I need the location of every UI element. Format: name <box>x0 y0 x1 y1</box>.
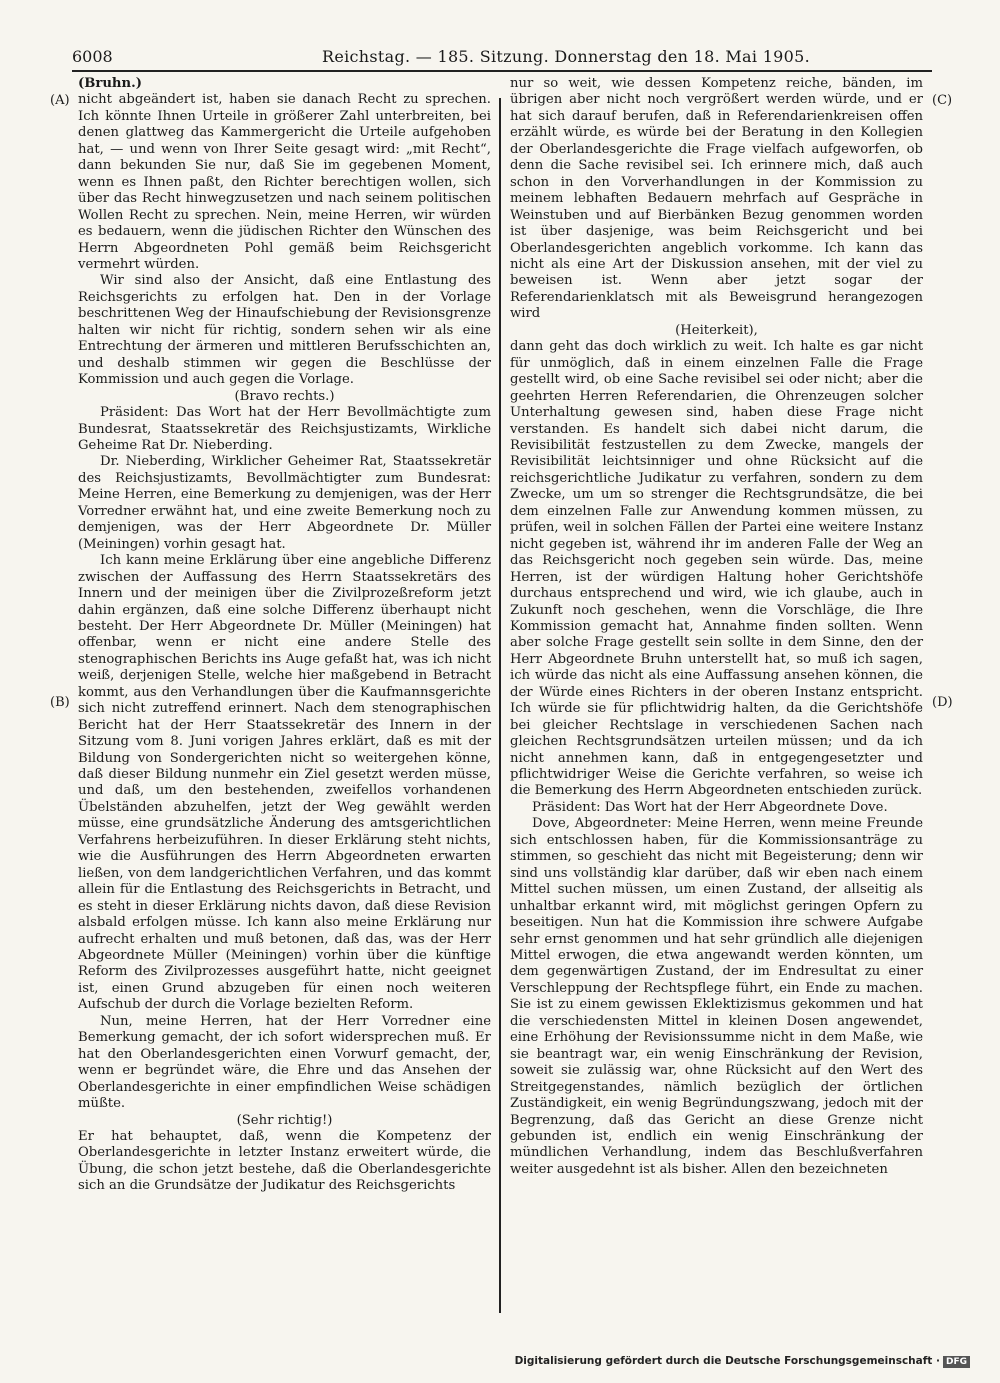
paragraph: Ich kann meine Erklärung über eine angebliche Differenz zwischen der Auffassung des Herrn Staatssekretärs des Innern und der meinigen über die Zivilprozeßreform jetzt dahin ergänzen, daß eine solche Differenz überhaupt nicht besteht. Der Herr Abgeordnete Dr. Müller (Meiningen) hat offenbar, wenn er nicht eine andere Stelle des stenographischen Berichts ins Auge gefaßt hat, was ich nicht weiß, derjenigen Stelle, welche hier maßgebend in Betracht kommt, aus den Verhandlungen über die Kaufmannsgerichte sich nicht zutreffend erinnert. Nach dem stenographischen Bericht hat der Herr Staatssekretär des Innern in der Sitzung vom 8. Juni vorigen Jahres erklärt, daß es mit der Bildung von Sondergerichten nicht so weitergehen könne, daß dieser Bildung nunmehr ein Ziel gesetzt werden müsse, und daß, um den bestehenden, zweifellos vorhandenen Übelständen abzuhelfen, jetzt der Weg gewählt werden müsse, eine grundsätzliche Änderung des amtsgerichtlichen Verfahrens herbeizuführen. In dieser Erklärung steht nichts, wie die Ausführungen des Herrn Abgeordneten erwarten ließen, von dem landgerichtlichen Verfahren, und das kommt allein für die Entlastung des Reichsgerichts in Betracht, und es steht in dieser Erklärung nichts davon, daß diese Revision alsbald erfolgen müsse. Ich kann also meine Erklärung nur aufrecht erhalten und muß betonen, daß das, was der Herr Abgeordnete Müller (Meiningen) vorhin über die künftige Reform des Zivilprozesses ausgeführt hatte, nicht geeignet ist, einen Grund abzugeben für einen noch weiteren Aufschub der durch die Vorlage bezielten Reform. <box>78 553 491 1013</box>
paragraph: Dr. Nieberding, Wirklicher Geheimer Rat, Staatssekretär des Reichsjustizamts, Bevollmächtigter zum Bundesrat: Meine Herren, eine Bemerkung zu demjenigen, was der Herr Vorredner erwähnt hat, und eine zweite Bemerkung noch zu demjenigen, was der Herr Abgeordnete Dr. Müller (Meiningen) vorhin gesagt hat. <box>78 454 491 552</box>
margin-mark-d: (D) <box>932 695 953 710</box>
interjection: (Sehr richtig!) <box>236 1112 333 1128</box>
paragraph: Nun, meine Herren, hat der Herr Vorredner eine Bemerkung gemacht, der ich sofort widersprechen muß. Er hat den Oberlandesgerichten einen Vorwurf gemacht, der, wenn er begründet wäre, die Ehre und das Ansehen der Oberlandesgerichte in einer empfindlichen Weise schädigen müßte. <box>78 1013 491 1112</box>
footer-credit <box>515 1355 970 1368</box>
paragraph: Wir sind also der Ansicht, daß eine Entlastung des Reichsgerichts zu erfolgen hat. Den in der Vorlage beschrittenen Weg der Hinaufschiebung der Revisionsgrenze halten wir nicht für richtig, sondern sehen wir als eine Entrechtung der ärmeren und mittleren Berufsschichten an, und deshalb stimmen wir gegen die Beschlüsse der Kommission und auch gegen die Vorlage. <box>78 273 491 388</box>
right-column <box>510 76 923 1178</box>
interjection: (Heiterkeit), <box>675 322 758 338</box>
footer-text: Digitalisierung gefördert durch die Deutsche Forschungsgemeinschaft · <box>514 1355 940 1367</box>
column-divider <box>499 98 501 1313</box>
margin-mark-b: (B) <box>50 695 70 710</box>
paragraph: Er hat behauptet, daß, wenn die Kompetenz der Oberlandesgerichte in letzter Instanz erweitert würde, die Übung, die schon jetzt bestehe, daß die Oberlandesgerichte sich an die Grundsätze der Judikatur des Reichsgerichts <box>78 1129 491 1194</box>
interjection: (Bravo rechts.) <box>234 388 335 404</box>
margin-mark-a: (A) <box>50 93 70 108</box>
speaker-name: (Bruhn.) <box>78 76 142 91</box>
dfg-logo: DFG <box>943 1356 970 1368</box>
page-header <box>72 46 932 70</box>
header-rule <box>72 70 932 72</box>
paragraph: Präsident: Das Wort hat der Herr Bevollmächtigte zum Bundesrat, Staatssekretär des Reichsjustizamts, Wirkliche Geheime Rat Dr. Nieberding. <box>78 405 491 453</box>
running-title: Reichstag. — 185. Sitzung. Donnerstag den 18. Mai 1905. <box>322 47 811 66</box>
paragraph: nur so weit, wie dessen Kompetenz reiche, bänden, im übrigen aber nicht noch vergrößert werden würde, und er hat sich darauf berufen, daß in Referendarienkreisen offen erzählt würde, es würde bei der Beratung in den Kollegien der Oberlandesgerichte die Frage vielfach aufgeworfen, ob denn die Sache revisibel sei. Ich erinnere mich, daß auch schon in den Vorverhandlungen in der Kommission zu meinem lebhaften Bedauern mehrfach auf Gespräche in Weinstuben und auf Bierbänken Bezug genommen worden ist über dasjenige, was beim Reichsgericht und bei Oberlandesgerichten angeblich vorkomme. Ich kann das nicht als eine Art der Diskussion ansehen, mit der viel zu beweisen ist. Wenn aber jetzt sogar der Referendarienklatsch mit als Beweisgrund herangezogen wird <box>510 76 923 322</box>
margin-mark-c: (C) <box>932 93 953 108</box>
page-number: 6008 <box>72 47 113 66</box>
left-column <box>78 76 491 1195</box>
paragraph: Dove, Abgeordneter: Meine Herren, wenn meine Freunde sich entschlossen haben, für die Kommissionsanträge zu stimmen, so geschieht das nicht mit Begeisterung; denn wir sind uns vollständig klar darüber, daß wir eben nach einem Mittel suchen müssen, um einen Zustand, der allseitig als unhaltbar erkannt wird, mit möglichst geringen Opfern zu beseitigen. Nun hat die Kommission ihre schwere Aufgabe sehr ernst genommen und hat sehr gründlich alle diejenigen Mittel erwogen, die etwa angewandt werden könnten, um dem gegenwärtigen Zustand, der im Endresultat zu einer Verschleppung der Rechtspflege führt, ein Ende zu machen. Sie ist zu einem gewissen Eklektizismus gekommen und hat die verschiedensten Mittel in kleinen Dosen angewendet, eine Erhöhung der Revisionssumme nicht in dem Maße, wie sie beantragt war, ein wenig Einschränkung der Revision, soweit sie zulässig war, ohne Rücksicht auf den Wert des Streitgegenstandes, nämlich bezüglich der örtlichen Zuständigkeit, ein wenig Begründungszwang, jedoch mit der Begrenzung, daß das Gericht an diese Grenze nicht gebunden ist, endlich ein wenig Einschränkung der mündlichen Verhandlung, indem das Beschlußverfahren weiter ausgedehnt ist als bisher. Allen den bezeichneten <box>510 816 923 1177</box>
paragraph: Präsident: Das Wort hat der Herr Abgeordnete Dove. <box>532 799 888 815</box>
paragraph: nicht abgeändert ist, haben sie danach Recht zu sprechen. Ich könnte Ihnen Urteile in größerer Zahl unterbreiten, bei denen glattweg das Kammergericht die Urteile aufgehoben hat, — und wenn von Ihrer Seite gesagt wird: „mit Recht“, dann bekunden Sie nur, daß Sie im gegebenen Moment, wenn es Ihnen paßt, den Richter berechtigen wollen, sich über das Recht hinwegzusetzen und nach seinem politischen Wollen Recht zu sprechen. Nein, meine Herren, wir würden es bedauern, wenn die jüdischen Richter den Wünschen des Herrn Abgeordneten Pohl gemäß beim Reichsgericht vermehrt würden. <box>78 92 491 272</box>
paragraph: dann geht das doch wirklich zu weit. Ich halte es gar nicht für unmöglich, daß in einem einzelnen Falle die Frage gestellt wird, ob eine Sache revisibel sei oder nicht; aber die geehrten Herren Referendarien, die Ohrenzeugen solcher Unterhaltung gewesen sind, haben diese Frage nicht verstanden. Es handelt sich dabei nicht darum, die Revisibilität festzustellen zu dem Zwecke, mangels der Revisibilität leichtsinniger und ohne Rücksicht auf die reichsgerichtliche Judikatur zu verfahren, sondern zu dem Zwecke, um um so strenger die Rechtsgrundsätze, die bei dem einzelnen Falle zur Anwendung kommen müssen, zu prüfen, weil in solchen Fällen der Partei eine weitere Instanz nicht gegeben ist, während ihr im anderen Falle der Weg an das Reichsgericht noch gegeben sein würde. Das, meine Herren, ist der würdigen Haltung hoher Gerichtshöfe durchaus entsprechend und wird, wie ich glaube, auch in Zukunft noch geschehen, wenn die Vorschläge, die Ihre Kommission gemacht hat, Annahme finden sollten. Wenn aber solche Frage gestellt sein sollte in dem Sinne, den der Herr Abgeordnete Bruhn unterstellt hat, so muß ich sagen, ich würde das nicht als eine Auffassung ansehen können, die der Würde eines Richters in der oberen Instanz entspricht. Ich würde sie für pflichtwidrig halten, da die Gerichtshöfe bei gleicher Rechtslage in verschiedenen Sachen nach gleichen Rechtsgrundsätzen urteilen müssen; und da ich nicht annehmen kann, daß in entgegengesetzter und pflichtwidriger Weise die Gerichte verfahren, so weise ich die Bemerkung des Herrn Abgeordneten entschieden zurück. <box>510 339 923 799</box>
